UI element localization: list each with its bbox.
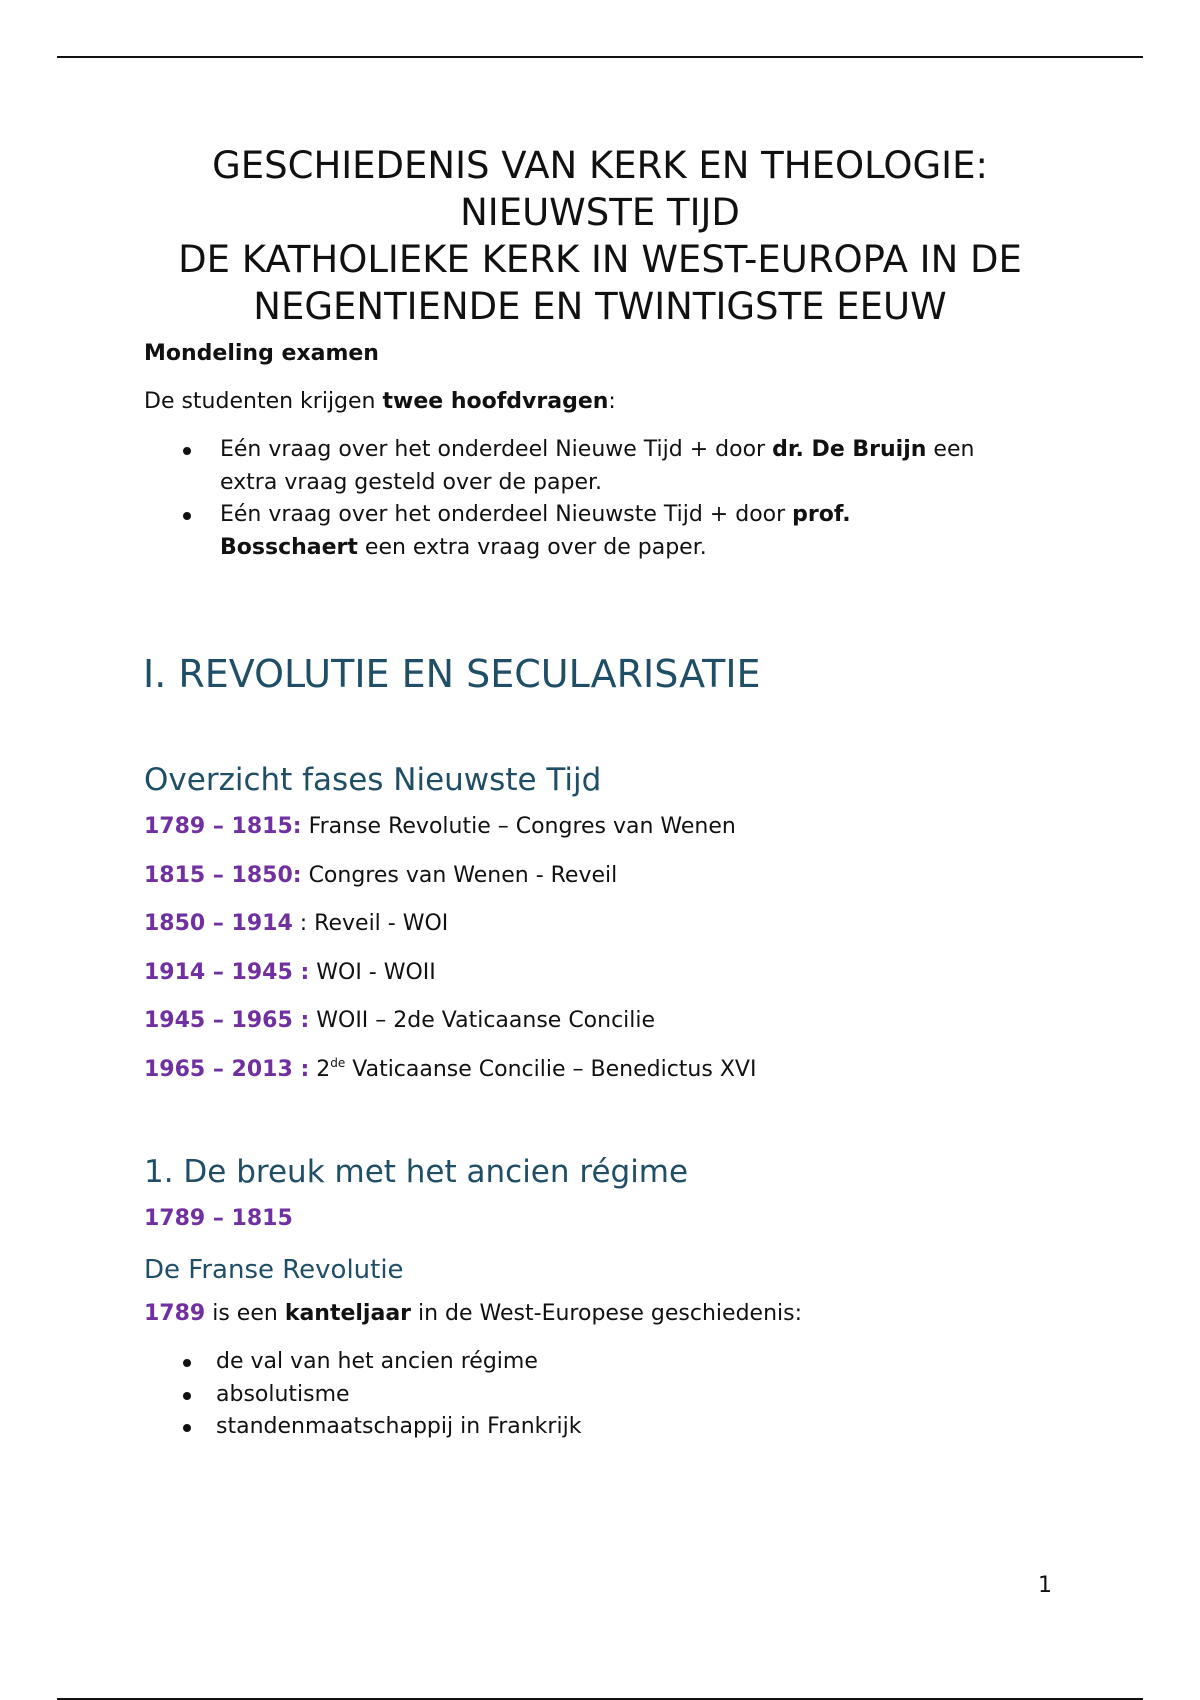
period-row: 1945 – 1965 : WOII – 2de Vaticaanse Concilie bbox=[144, 1008, 656, 1033]
overview-heading: Overzicht fases Nieuwste Tijd bbox=[144, 762, 602, 798]
period-row: 1914 – 1945 : WOI - WOII bbox=[144, 960, 436, 985]
exam-heading: Mondeling examen bbox=[144, 341, 379, 366]
list-item: Eén vraag over het onderdeel Nieuwe Tijd + door dr. De Bruijn een extra vraag gesteld over de paper. bbox=[144, 434, 1084, 499]
list-item: de val van het ancien régime bbox=[144, 1346, 944, 1379]
page-number: 1 bbox=[1038, 1573, 1052, 1598]
chapter-heading: 1. De breuk met het ancien régime bbox=[144, 1154, 689, 1190]
list-item: absolutisme bbox=[144, 1379, 944, 1412]
chapter-years: 1789 – 1815 bbox=[144, 1206, 293, 1231]
exam-question-list bbox=[144, 434, 1084, 564]
chapter-bullet-list bbox=[144, 1346, 944, 1444]
section-heading: I. REVOLUTIE EN SECULARISATIE bbox=[143, 652, 761, 696]
top-rule bbox=[57, 56, 1143, 58]
title-line: NIEUWSTE TIJD bbox=[460, 191, 740, 234]
period-row: 1789 – 1815: Franse Revolutie – Congres van Wenen bbox=[144, 814, 736, 839]
exam-intro: De studenten krijgen twee hoofdvragen: bbox=[144, 389, 616, 414]
chapter-intro: 1789 is een kanteljaar in de West-Europese geschiedenis: bbox=[144, 1301, 803, 1326]
title-line: DE KATHOLIEKE KERK IN WEST-EUROPA IN DE bbox=[178, 238, 1022, 281]
bullet-icon bbox=[183, 1424, 191, 1432]
bullet-icon bbox=[183, 1392, 191, 1400]
bullet-icon bbox=[183, 512, 191, 520]
period-row: 1815 – 1850: Congres van Wenen - Reveil bbox=[144, 863, 618, 888]
list-item: standenmaatschappij in Frankrijk bbox=[144, 1411, 944, 1444]
period-row: 1965 – 2013 : 2de Vaticaanse Concilie – Benedictus XVI bbox=[144, 1056, 757, 1082]
document-title bbox=[144, 142, 1056, 330]
title-line: NEGENTIENDE EN TWINTIGSTE EEUW bbox=[253, 285, 947, 328]
subsection-heading: De Franse Revolutie bbox=[144, 1255, 404, 1285]
title-line: GESCHIEDENIS VAN KERK EN THEOLOGIE: bbox=[212, 144, 988, 187]
bullet-icon bbox=[183, 1359, 191, 1367]
bullet-icon bbox=[183, 447, 191, 455]
list-item: Eén vraag over het onderdeel Nieuwste Tijd + door prof. Bosschaert een extra vraag over de paper. bbox=[144, 499, 1084, 564]
period-row: 1850 – 1914 : Reveil - WOI bbox=[144, 911, 449, 936]
